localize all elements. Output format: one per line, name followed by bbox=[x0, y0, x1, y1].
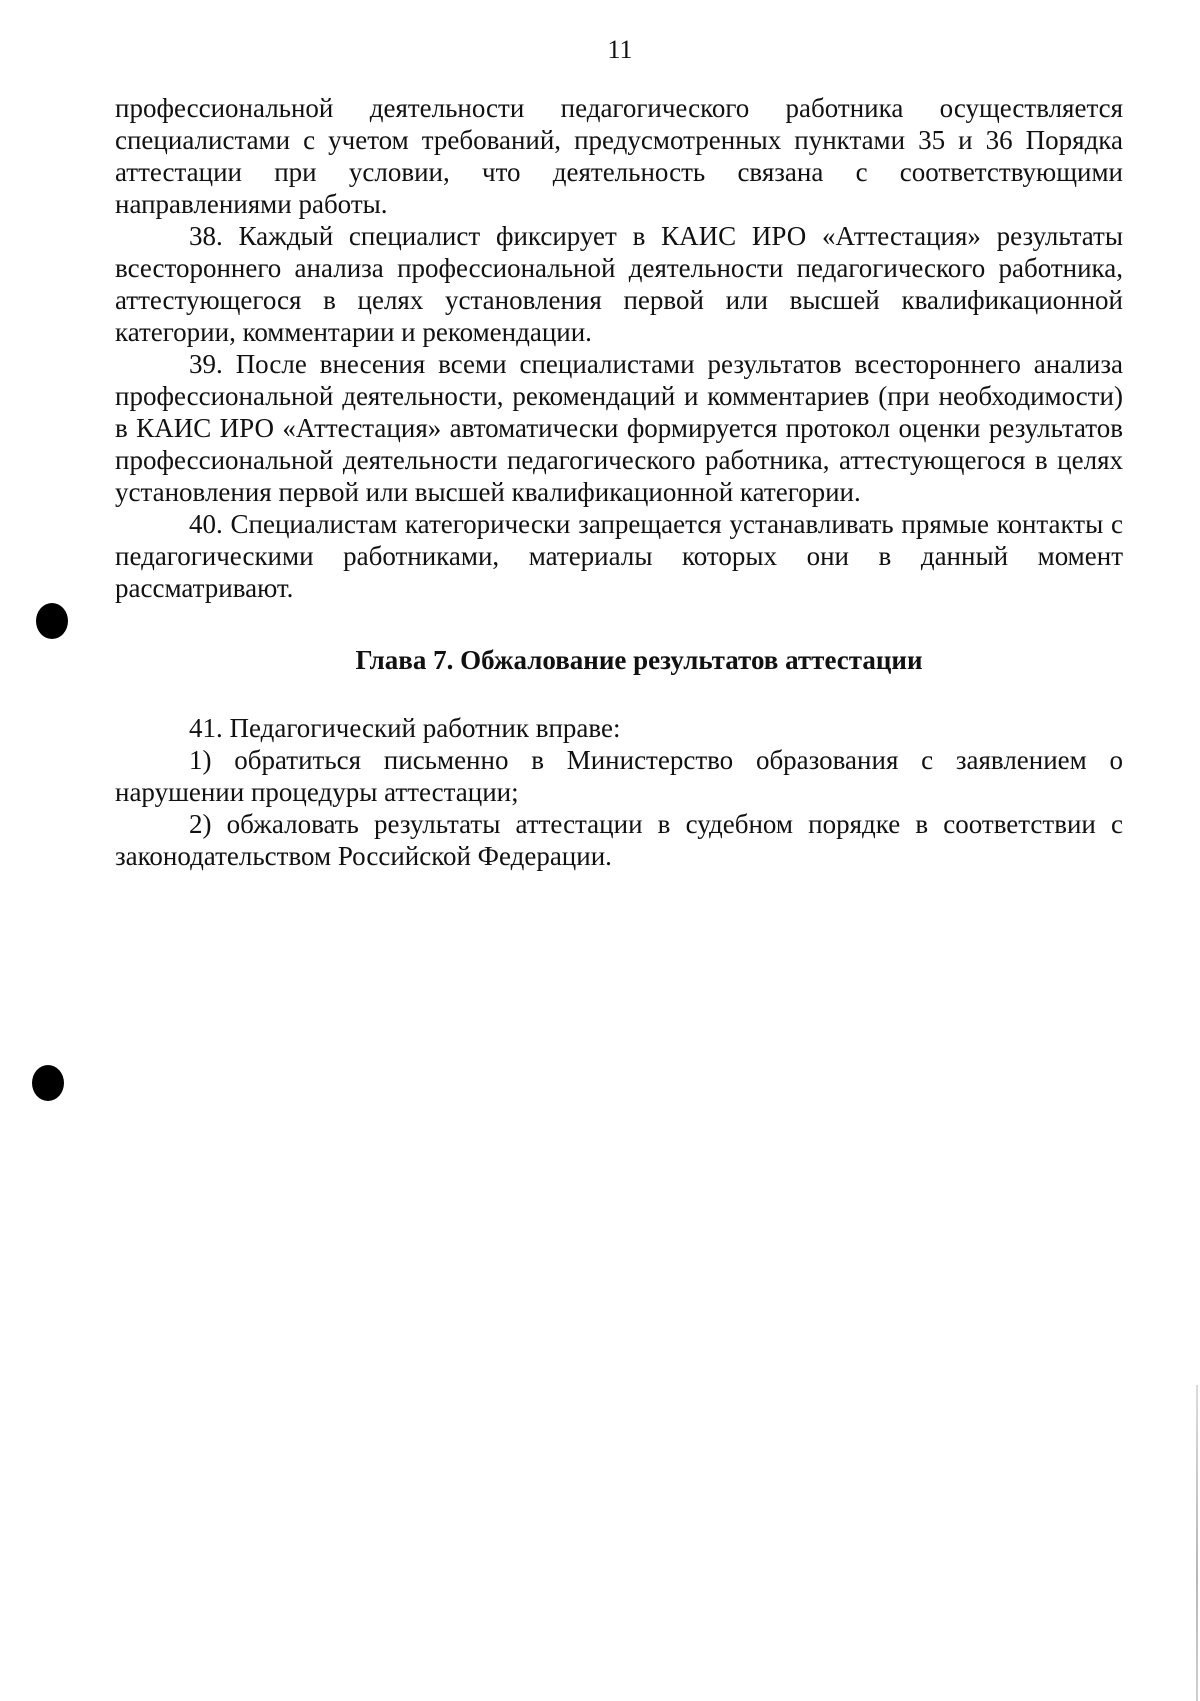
paragraph-41: 41. Педагогический работник вправе: bbox=[189, 713, 621, 743]
paragraph-41-item-1: 1) обратиться письменно в Министерство образования с заявлением о нарушении процедуры аттестации; bbox=[115, 745, 1123, 807]
paragraph-40: 40. Специалистам категорически запрещается устанавливать прямые контакты с педагогическими работниками, материалы которых они в данный момент рассматривают. bbox=[115, 509, 1123, 603]
punch-hole-mark bbox=[32, 1065, 64, 1101]
document-body bbox=[115, 92, 1123, 872]
paragraph-39: 39. После внесения всеми специалистами результатов всестороннего анализа профессиональной деятельности, рекомендаций и комментариев (при необходимости) в КАИС ИРО «Аттестация» автоматически формируется протокол оценки результатов профессиональной деятельности педагогического работника, аттестующегося в целях установления первой или высшей квалификационной категории. bbox=[115, 349, 1123, 507]
paragraph-38: 38. Каждый специалист фиксирует в КАИС ИРО «Аттестация» результаты всестороннего анализа профессиональной деятельности педагогического работника, аттестующегося в целях установления первой или высшей квалификационной категории, комментарии и рекомендации. bbox=[115, 221, 1123, 347]
chapter-heading: Глава 7. Обжалование результатов аттестации bbox=[355, 645, 923, 675]
scan-edge-artifact bbox=[1196, 1385, 1198, 1701]
paragraph-37-continued: профессиональной деятельности педагогического работника осуществляется специалистами с учетом требований, предусмотренных пунктами 35 и 36 Порядка аттестации при условии, что деятельность связана с соответствующими направлениями работы. bbox=[115, 93, 1123, 219]
punch-hole-mark bbox=[36, 603, 68, 639]
page-number: 11 bbox=[607, 35, 633, 64]
paragraph-41-item-2: 2) обжаловать результаты аттестации в судебном порядке в соответствии с законодательством Российской Федерации. bbox=[115, 809, 1123, 871]
